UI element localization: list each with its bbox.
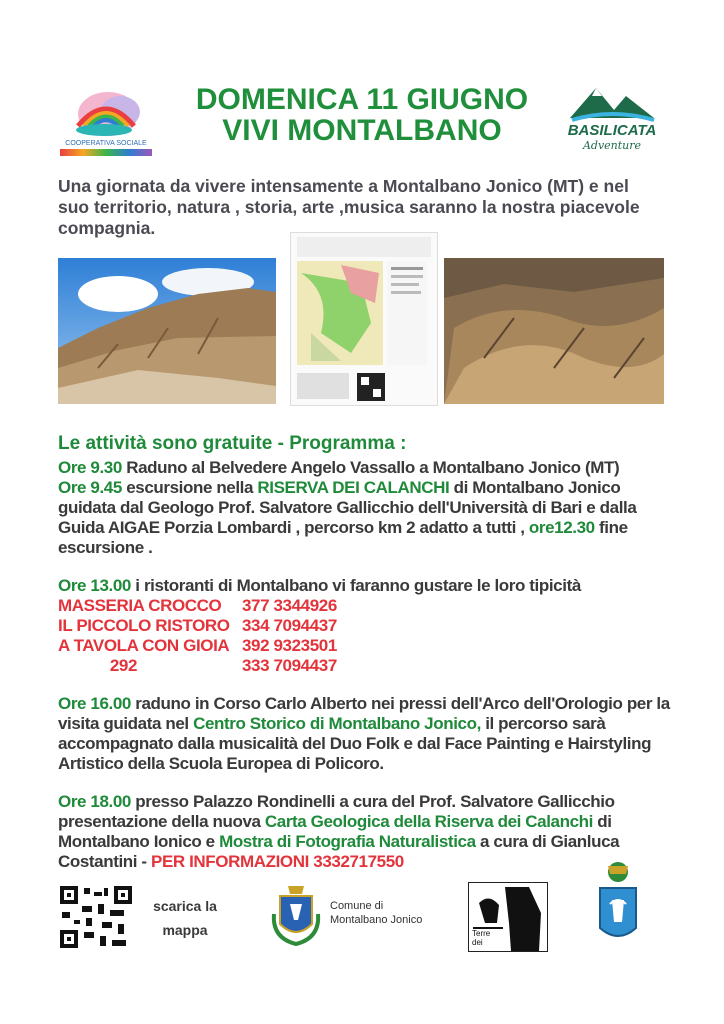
cooperativa-logo (58, 84, 154, 158)
info-phone: 3332717550 (308, 852, 404, 871)
restaurant-name: A TAVOLA CON GIOIA (58, 636, 230, 655)
basilicata-logo-sub: Adventure (582, 139, 642, 152)
coop-logo-text: COOPERATIVA SOCIALE (65, 140, 147, 147)
riserva-highlight: RISERVA DEI CALANCHI (257, 478, 450, 497)
intro-text: Una giornata da vivere intensamente a Montalbano Jonico (MT) e nel suo territorio, natura , storia, arte ,musica saranno la nostra piacevole compagnia. (58, 176, 640, 238)
item-0945-text-a: escursione nella (121, 478, 258, 497)
calanchi-photo-right (444, 258, 664, 404)
restaurant-phone: 392 9323501 (242, 636, 337, 655)
restaurant-name: IL PICCOLO RISTORO (58, 616, 230, 635)
program-item-0930 (58, 458, 678, 478)
restaurant-phone: 333 7094437 (242, 656, 337, 675)
page-title (150, 84, 574, 146)
lunch-text: i ristoranti di Montalbano vi faranno gustare le loro tipicità (130, 576, 581, 595)
terre-text: Terre dei (472, 929, 491, 947)
program-item-1300 (58, 576, 678, 676)
time-1800: Ore 18.00 (58, 792, 131, 811)
item-0945-text-c: fine escursione . (58, 518, 628, 557)
time-0930: Ore 9.30 (58, 458, 122, 477)
carta-geologica-highlight: Carta Geologica della Riserva dei Calanchi (264, 812, 593, 831)
centro-storico-highlight: Centro Storico di Montalbano Jonico, (193, 714, 481, 733)
tour-text-b: il percorso sarà accompagnato dalla musicalità del Duo Folk e dal Face Painting e Hairstyling Artistico della Scuola Europea di Policoro. (58, 714, 652, 773)
title-line-1: DOMENICA 11 GIUGNO (195, 83, 529, 116)
info-label: PER INFORMAZIONI (151, 852, 309, 871)
calanchi-photo-left (58, 258, 276, 404)
item-0930-text: Raduno al Belvedere Angelo Vassallo a Montalbano Jonico (MT) (121, 458, 620, 477)
geological-map-photo (290, 232, 438, 406)
program-item-0945 (58, 478, 678, 558)
restaurant-name: 292 (58, 656, 138, 675)
pres-text-b: di Montalbano Ionico e (58, 812, 612, 851)
basilicata-adventure-logo (562, 78, 662, 156)
program-heading: Le attività sono gratuite - Programma : (58, 433, 407, 454)
comune-text-1: Comune di (330, 900, 384, 912)
program-item-1800 (58, 792, 678, 872)
basilicata-logo-title: BASILICATA (567, 122, 657, 139)
time-1300: Ore 13.00 (58, 576, 131, 595)
restaurant-phone: 377 3344926 (242, 596, 337, 615)
pres-text-a: presso Palazzo Rondinelli a cura del Prof. Salvatore Gallicchio presentazione della nuova (58, 792, 615, 831)
time-1230: ore12.30 (528, 518, 595, 537)
comune-text-2: Montalbano Jonico (330, 914, 423, 926)
restaurant-phone: 334 7094437 (242, 616, 337, 635)
qr-code[interactable] (58, 884, 134, 950)
program-item-1600 (58, 694, 678, 774)
time-1600: Ore 16.00 (58, 694, 131, 713)
restaurant-name: MASSERIA CROCCO (58, 596, 222, 615)
download-map-text: scarica la mappa (153, 898, 217, 938)
program-section (58, 434, 678, 872)
comune-logo (268, 884, 434, 948)
region-crest (590, 860, 646, 952)
footer (58, 880, 678, 954)
rainbow-strip (60, 149, 152, 156)
restaurant-row (58, 596, 678, 616)
pres-text-c: a cura di Gianluca Costantini - (58, 832, 620, 871)
tour-text-a: raduno in Corso Carlo Alberto nei pressi dell'Arco dell'Orologio per la visita guidata nel (58, 694, 670, 733)
restaurant-row (58, 636, 678, 656)
restaurant-row (58, 656, 678, 676)
mostra-highlight: Mostra di Fotografia Naturalistica (219, 832, 476, 851)
terre-dei-logo (468, 882, 548, 952)
restaurant-row (58, 616, 678, 636)
item-0945-text-b: di Montalbano Jonico guidata dal Geologo Prof. Salvatore Gallicchio dell'Università di Bari e dalla Guida AIGAE Porzia Lombardi , percorso km 2 adatto a tutti , (58, 478, 637, 537)
time-0945: Ore 9.45 (58, 478, 122, 497)
title-line-2: VIVI MONTALBANO (222, 114, 502, 147)
